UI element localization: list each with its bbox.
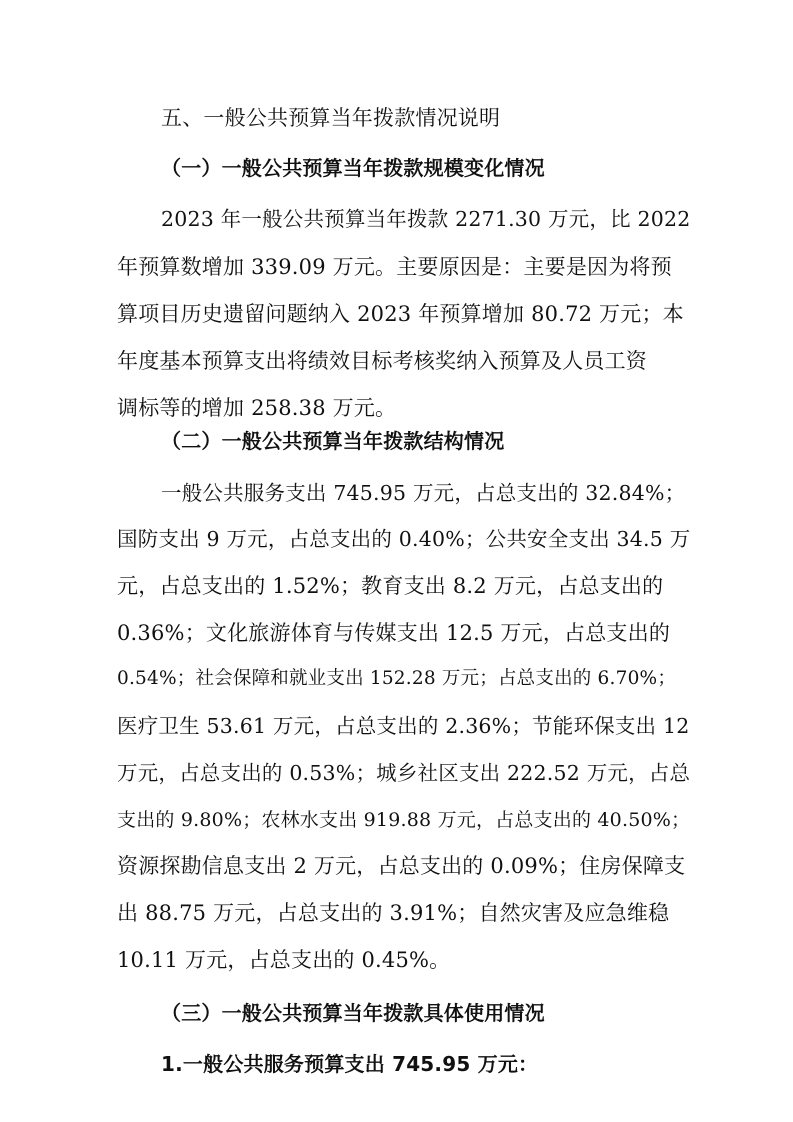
- section1-line-4: 年度基本预算支出将绩效目标考核奖纳入预算及人员工资: [117, 349, 647, 373]
- section1-line-1: 2023 年一般公共预算当年拨款 2271.30 万元，比 2022: [161, 207, 691, 231]
- section1-line-5: 调标等的增加 258.38 万元。: [117, 396, 397, 420]
- section2-line-8: 支出的 9.80%；农林水支出 919.88 万元，占总支出的 40.50%；: [117, 809, 691, 831]
- section2-line-4: 0.36%；文化旅游体育与传媒支出 12.5 万元，占总支出的: [117, 621, 671, 645]
- main-heading: 五、一般公共预算当年拨款情况说明: [161, 106, 501, 130]
- section2-line-9: 资源探勘信息支出 2 万元，占总支出的 0.09%；住房保障支: [117, 854, 686, 878]
- section2-line-6: 医疗卫生 53.61 万元，占总支出的 2.36%；节能环保支出 12: [117, 714, 690, 738]
- section2-line-2: 国防支出 9 万元，占总支出的 0.40%；公共安全支出 34.5 万: [117, 527, 691, 551]
- section2-line-5: 0.54%；社会保障和就业支出 152.28 万元；占总支出的 6.70%；: [117, 668, 677, 689]
- section3-heading: （三）一般公共预算当年拨款具体使用情况: [161, 1001, 545, 1025]
- section2-heading: （二）一般公共预算当年拨款结构情况: [161, 429, 505, 453]
- section2-line-3: 元，占总支出的 1.52%；教育支出 8.2 万元，占总支出的: [117, 574, 664, 598]
- section2-line-1: 一般公共服务支出 745.95 万元，占总支出的 32.84%；: [161, 481, 686, 505]
- section1-line-2: 年预算数增加 339.09 万元。主要原因是：主要是因为将预: [117, 255, 672, 279]
- section3-subheading: 1.一般公共服务预算支出 745.95 万元：: [161, 1052, 539, 1076]
- section1-line-3: 算项目历史遗留问题纳入 2023 年预算增加 80.72 万元；本: [117, 302, 684, 326]
- section2-line-11: 10.11 万元，占总支出的 0.45%。: [117, 948, 451, 972]
- section2-line-10: 出 88.75 万元，占总支出的 3.91%；自然灾害及应急维稳: [117, 901, 670, 925]
- section1-heading: （一）一般公共预算当年拨款规模变化情况: [161, 156, 545, 180]
- section2-line-7: 万元，占总支出的 0.53%；城乡社区支出 222.52 万元，占总: [117, 761, 691, 785]
